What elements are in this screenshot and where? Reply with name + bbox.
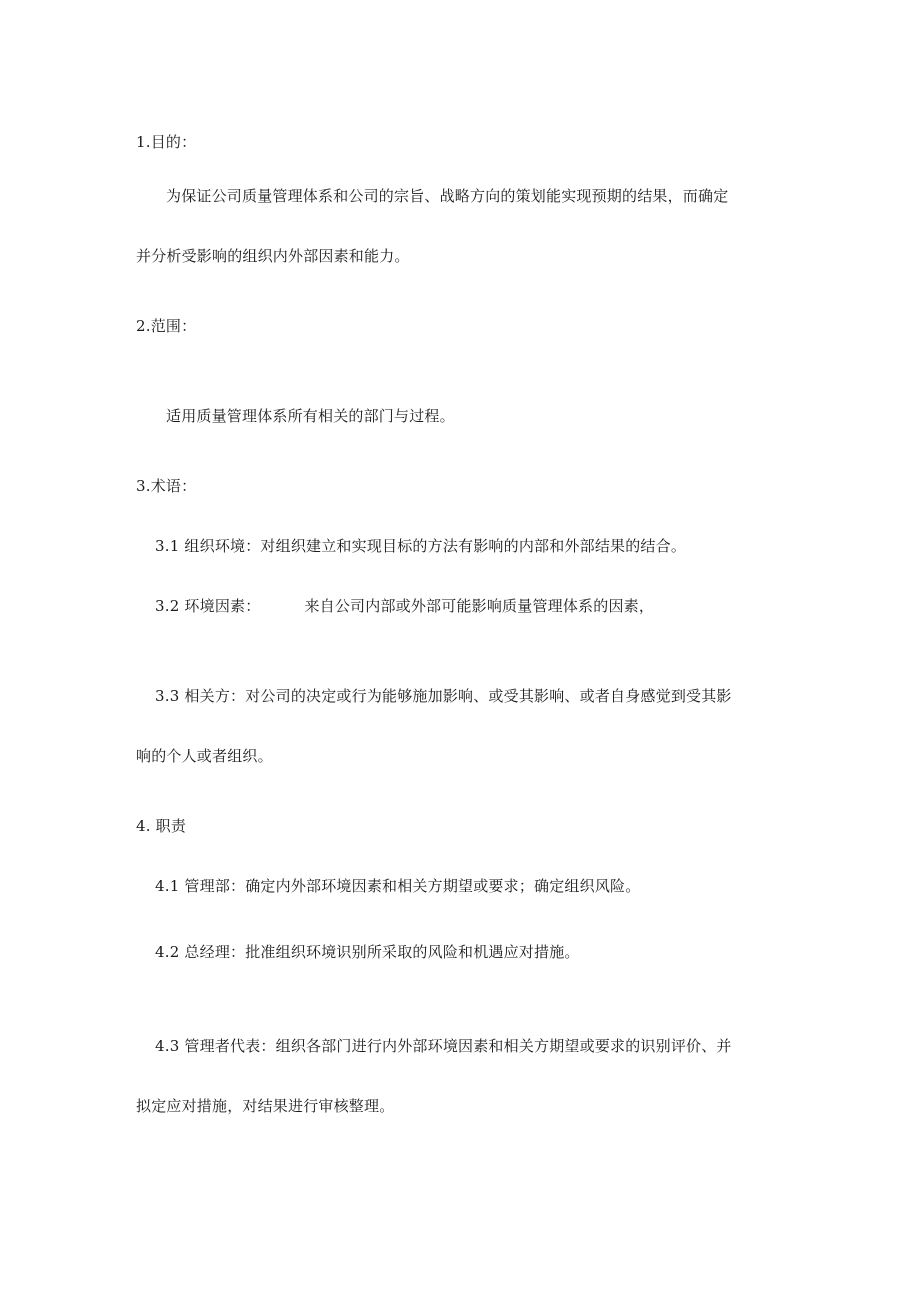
duty-4-3-line-2: 拟定应对措施，对结果进行审核整理。 (136, 1097, 395, 1115)
term-3-3-line-2: 响的个人或者组织。 (136, 747, 273, 765)
section-2-text: 适用质量管理体系所有相关的部门与过程。 (166, 407, 455, 425)
section-2-title: 2.范围： (136, 317, 197, 335)
section-1-title: 1.目的： (136, 133, 197, 151)
term-3-2-label: 3.2 环境因素： (155, 597, 261, 615)
duty-4-3-line-1: 4.3 管理者代表：组织各部门进行内外部环境因素和相关方期望或要求的识别评价、并 (155, 1037, 732, 1055)
term-3-2-text: 来自公司内部或外部可能影响质量管理体系的因素， (304, 597, 655, 615)
section-4-title: 4. 职责 (136, 817, 187, 835)
term-3-2 (155, 596, 654, 616)
duty-4-2: 4.2 总经理：批准组织环境识别所采取的风险和机遇应对措施。 (155, 943, 580, 961)
term-3-1: 3.1 组织环境：对组织建立和实现目标的方法有影响的内部和外部结果的结合。 (155, 537, 687, 555)
term-3-3-line-1: 3.3 相关方：对公司的决定或行为能够施加影响、或受其影响、或者自身感觉到受其影 (155, 687, 732, 705)
section-3-title: 3.术语： (136, 477, 197, 495)
duty-4-1: 4.1 管理部：确定内外部环境因素和相关方期望或要求；确定组织风险。 (155, 877, 641, 895)
section-1-text-line-1: 为保证公司质量管理体系和公司的宗旨、战略方向的策划能实现预期的结果，而确定 (166, 187, 729, 205)
section-1-text-line-2: 并分析受影响的组织内外部因素和能力。 (136, 247, 410, 265)
